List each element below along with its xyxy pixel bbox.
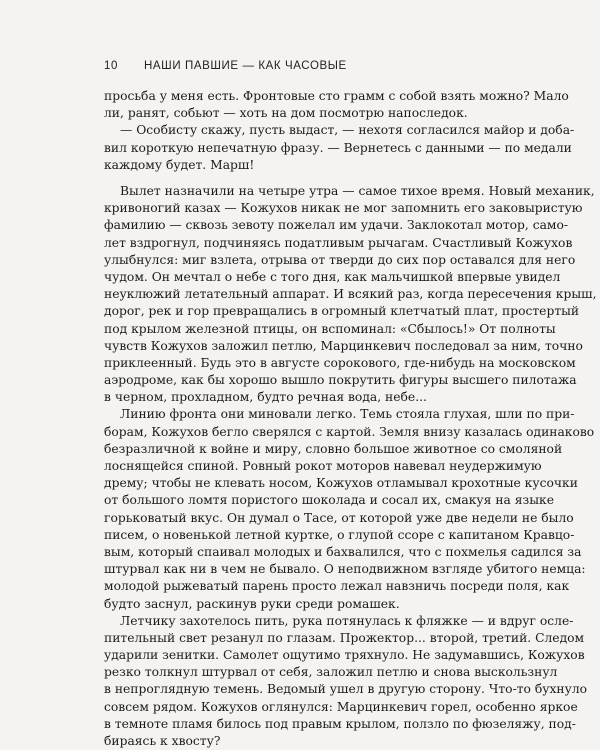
text-line: пительный свет резанул по глазам. Прожектор... второй, третий. Следом [104, 630, 585, 645]
text-line: ли, ранят, собьют — хоть на дом посмотрю напоследок. [104, 106, 468, 121]
text-line: — Особисту скажу, пусть выдаст, — нехотя согласился майор и доба- [120, 123, 575, 138]
text-line: в непроглядную темень. Ведомый ушел в другую сторону. Что-то бухнуло [104, 682, 588, 697]
text-line: совсем рядом. Кожухов оглянулся: Марцинкевич горел, особенно яркое [104, 699, 578, 714]
text-line: кривоногий казах — Кожухов никак не мог запомнить его заковыристую [104, 201, 583, 216]
text-line: будто заснул, раскинув руки среди ромашек. [104, 596, 400, 611]
text-line: фамилию — сквозь зевоту пожелал им удачи. Заклокотал мотор, само- [104, 218, 569, 233]
text-line: лет вздрогнул, подчиняясь податливым рычагам. Счастливый Кожухов [104, 235, 573, 250]
text-line: лоснящейся спиной. Ровный рокот моторов навевал неудержимую [104, 459, 542, 473]
page-number: 10 [104, 60, 118, 72]
text-line: улыбнулся: миг взлета, отрыва от тверди до сих пор оставался для него [104, 252, 576, 267]
text-line: в темноте пламя билось под правым крылом, ползло по фюзеляжу, под- [104, 716, 576, 731]
chapter-title: НАШИ ПАВШИЕ — КАК ЧАСОВЫЕ [144, 60, 347, 72]
text-line: от большого ломтя пористого шоколада и сосал их, смакуя на языке [104, 493, 554, 508]
running-header [104, 60, 347, 72]
text-line: в черном, прохладном, будто речная вода, небе... [104, 390, 427, 405]
text-line: молодой рыжеватый парень просто лежал навзничь посреди поля, как [104, 579, 570, 594]
text-line: Летчику захотелось пить, рука потянулась к фляжке — и вдруг осле- [120, 613, 574, 628]
text-line: горьковатый вкус. Он думал о Тасе, от которой уже две недели не было [104, 510, 574, 525]
text-line: бираясь к хвосту? [104, 734, 221, 748]
text-line: приклеенный. Будь это в августе сорокового, где-нибудь на московском [104, 355, 576, 370]
text-line: резко толкнул штурвал от себя, заложил петлю и снова выскользнул [104, 665, 558, 680]
text-line: аэродроме, как бы хорошо вышло покрутить фигуры высшего пилотажа [104, 373, 577, 388]
text-line: вил короткую непечатную фразу. — Вернетесь с данными — по медали [104, 140, 572, 155]
text-line: Вылет назначили на четыре утра — самое тихое время. Новый механик, [120, 184, 595, 198]
text-line: под крылом железной птицы, он вспоминал: «Сбылось!» От полноты [104, 321, 556, 336]
text-block-narrative [104, 183, 597, 750]
text-line: борам, Кожухов бегло сверялся с картой. Земля внизу казалась одинаково [104, 424, 595, 439]
text-line: каждому будет. Марш! [104, 157, 255, 172]
text-block-dialogue [104, 88, 575, 174]
text-line: ударили зенитки. Самолет ощутимо тряхнуло. Не задумавшись, Кожухов [104, 648, 585, 663]
text-line: Линию фронта они миновали легко. Темь стояла глухая, шли по при- [120, 407, 575, 422]
text-line: безразличной к войне и миру, словно большое животное со смоляной [104, 441, 563, 456]
text-line: чудом. Он мечтал о небе с того дня, как мальчишкой впервые увидел [104, 269, 561, 284]
text-line: чувств Кожухов заложил петлю, Марцинкевич последовал за ним, точно [104, 338, 583, 353]
text-line: дорог, рек и гор превращались в огромный клетчатый плат, простертый [104, 304, 580, 319]
text-line: просьба у меня есть. Фронтовые сто грамм с собой взять можно? Мало [104, 89, 569, 103]
text-line: неуклюжий летательный аппарат. И всякий раз, когда пересечения крыш, [104, 287, 597, 302]
text-line: дрему; чтобы не клевать носом, Кожухов отламывал крохотные кусочки [104, 476, 578, 491]
text-line: штурвал как ни в чем не бывало. О неподвижном взгляде убитого немца: [104, 562, 586, 577]
text-line: писем, о новенькой летной куртке, о глупой ссоре с капитаном Кравцо- [104, 527, 575, 542]
text-line: вым, который спаивал молодых и бахвалился, что с похмелья садился за [104, 544, 582, 559]
